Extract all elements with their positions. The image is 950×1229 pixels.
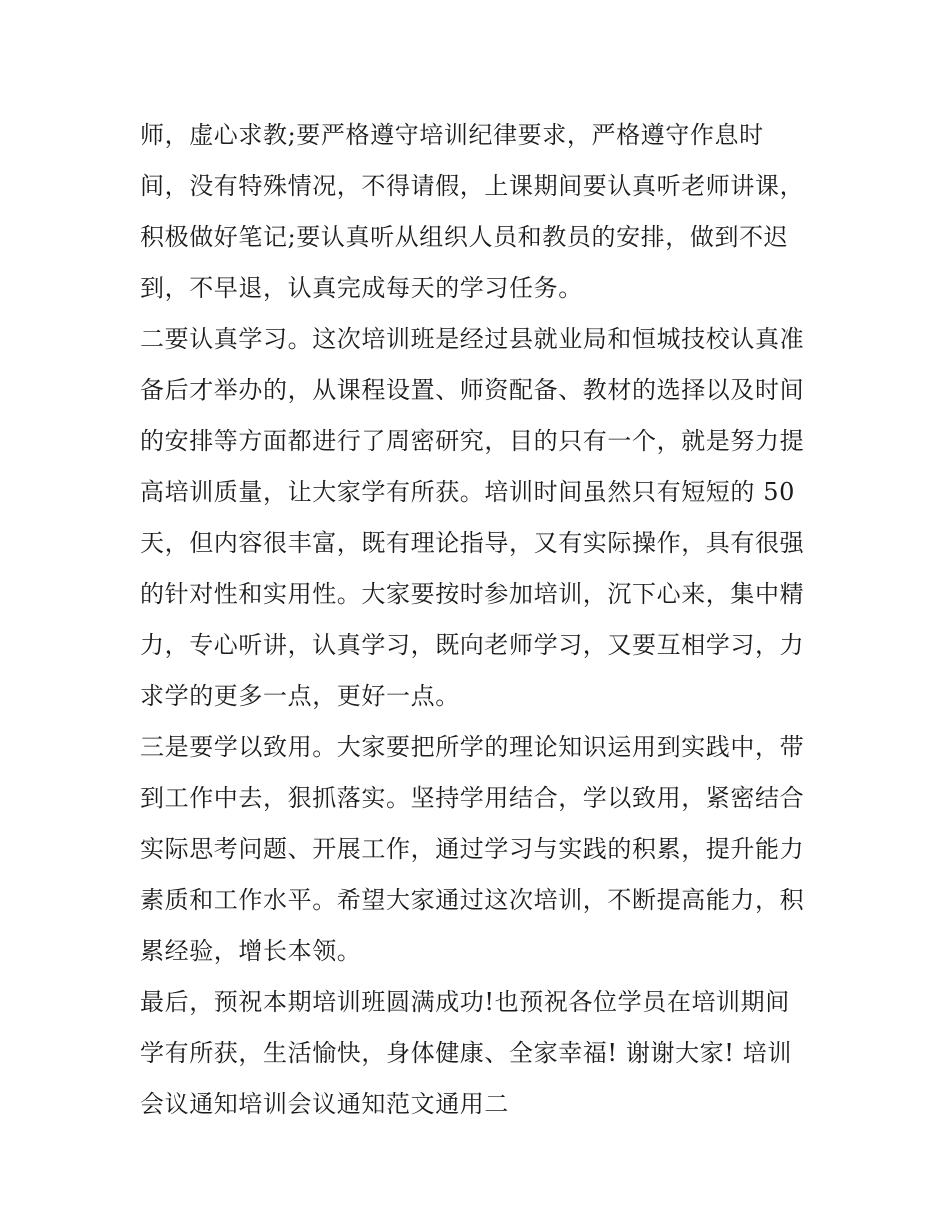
text-line: 高培训质量，让大家学有所获。培训时间虽然只有短短的 50 bbox=[140, 478, 795, 506]
text-line: 最后，预祝本期培训班圆满成功!也预祝各位学员在培训期间 bbox=[140, 988, 790, 1016]
text-line: 积极做好笔记;要认真听从组织人员和教员的安排，做到不迟 bbox=[140, 223, 789, 251]
text-line: 师，虚心求教;要严格遵守培训纪律要求，严格遵守作息时 bbox=[140, 121, 764, 149]
text-line: 求学的更多一点，更好一点。 bbox=[140, 682, 460, 710]
text-line: 天，但内容很丰富，既有理论指导，又有实际操作，具有很强 bbox=[140, 529, 805, 557]
text-line: 素质和工作水平。希望大家通过这次培训，不断提高能力，积 bbox=[140, 886, 805, 914]
text-line: 会议通知培训会议通知范文通用二 bbox=[140, 1090, 509, 1118]
text-line: 到，不早退，认真完成每天的学习任务。 bbox=[140, 274, 583, 302]
text-line: 累经验，增长本领。 bbox=[140, 937, 362, 965]
text-line: 三是要学以致用。大家要把所学的理论知识运用到实践中，带 bbox=[140, 733, 805, 761]
text-line: 实际思考问题、开展工作，通过学习与实践的积累，提升能力 bbox=[140, 835, 805, 863]
text-line: 的针对性和实用性。大家要按时参加培训，沉下心来，集中精 bbox=[140, 580, 805, 608]
text-line: 二要认真学习。这次培训班是经过县就业局和恒城技校认真准 bbox=[140, 325, 805, 353]
text-line: 间，没有特殊情况，不得请假，上课期间要认真听老师讲课， bbox=[140, 172, 805, 200]
text-line: 备后才举办的，从课程设置、师资配备、教材的选择以及时间 bbox=[140, 376, 805, 404]
text-line: 学有所获，生活愉快，身体健康、全家幸福! 谢谢大家! 培训 bbox=[140, 1039, 792, 1067]
text-line: 到工作中去，狠抓落实。坚持学用结合，学以致用，紧密结合 bbox=[140, 784, 805, 812]
text-line: 的安排等方面都进行了周密研究，目的只有一个，就是努力提 bbox=[140, 427, 805, 455]
document-body bbox=[140, 110, 830, 1130]
text-line: 力，专心听讲，认真学习，既向老师学习，又要互相学习，力 bbox=[140, 631, 805, 659]
